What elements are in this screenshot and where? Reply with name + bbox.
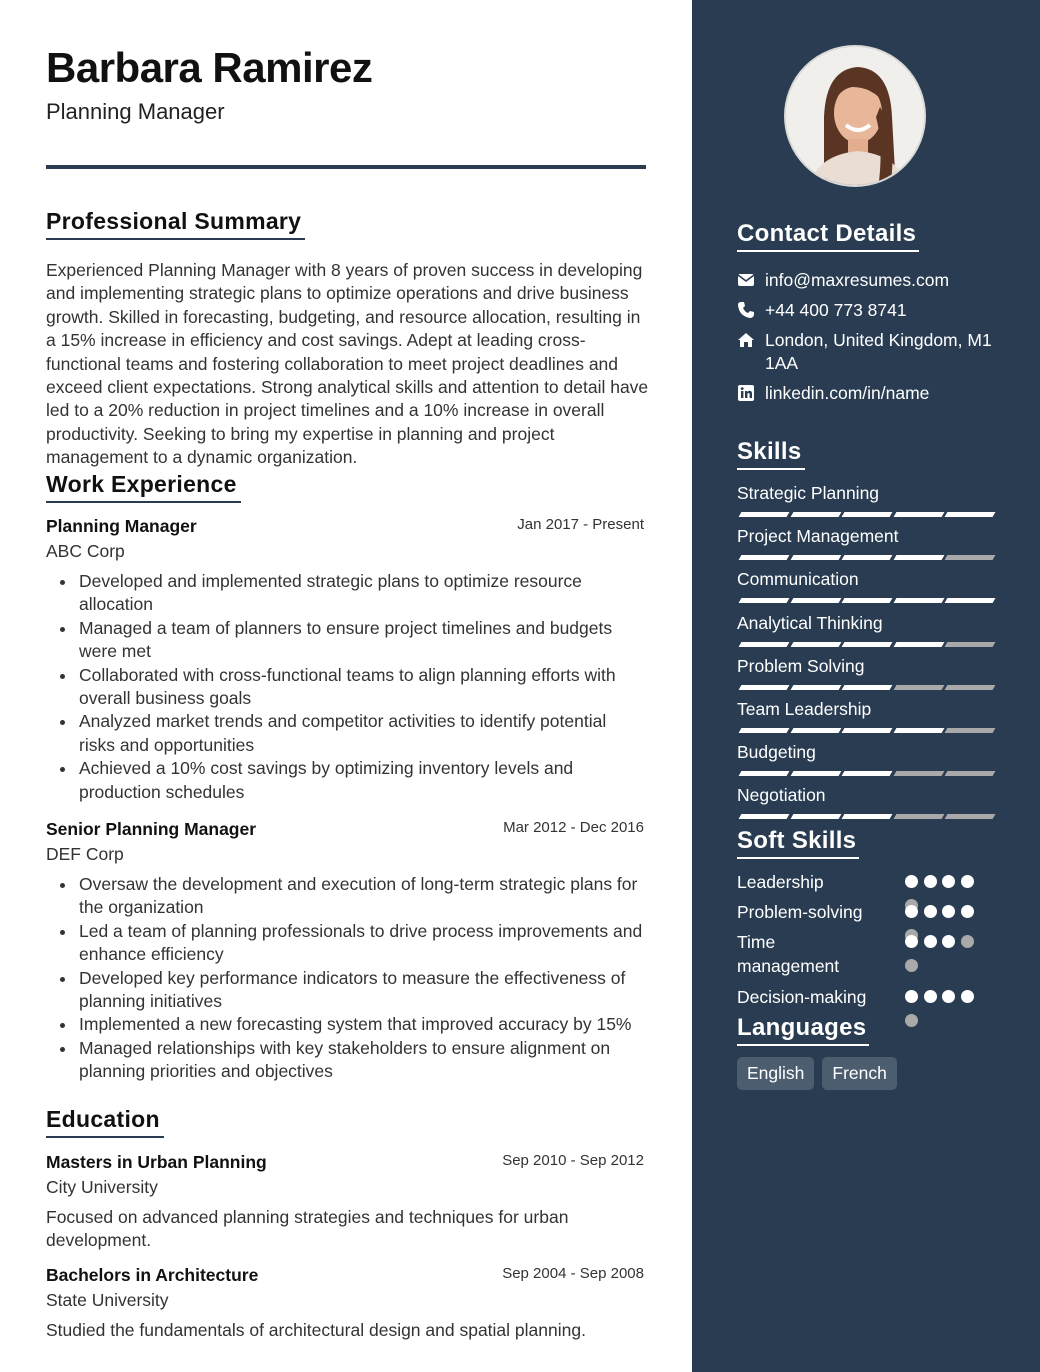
skill-segment-filled [790,555,841,560]
candidate-title: Planning Manager [46,99,225,124]
linkedin-icon [737,384,755,402]
skill-level-bar [737,685,995,691]
skill-segment-filled [739,598,790,603]
profile-photo [784,45,926,187]
education-dates: Sep 2004 - Sep 2008 [502,1265,644,1282]
bullet-item: Oversaw the development and execution of long-term strategic plans for the organization [46,873,646,920]
linkedin-text: linkedin.com/in/name [765,383,930,403]
skill-segment-filled [893,555,944,560]
skill-name: Problem Solving [737,655,865,676]
skill-segment-filled [893,512,944,517]
rating-dot-filled [942,905,955,918]
education-entry [46,1265,646,1342]
skill-name: Strategic Planning [737,483,880,503]
skill-level-bar [737,512,995,518]
skill-segment-filled [842,512,893,517]
skill-level-bar [737,728,995,734]
degree-title: Bachelors in Architecture [46,1265,259,1285]
skill-segment-filled [893,598,944,603]
skill-segment-filled [739,555,790,560]
soft-skill-name: Time management [737,932,840,976]
skill-segment-filled [790,512,841,517]
phone-text: +44 400 773 8741 [765,300,907,320]
bullet-item: Managed relationships with key stakeholders to ensure alignment on planning priorities and objectives [46,1037,646,1084]
bullet-item: Collaborated with cross-functional teams to align planning efforts with overall business goals [46,664,646,711]
rating-dot-filled [942,990,955,1003]
email-text: info@maxresumes.com [765,270,950,290]
rating-dot-filled [905,935,918,948]
education-entry [46,1152,646,1253]
school-name: City University [46,1177,158,1197]
skill-segment-filled [739,642,790,647]
skill-segment-empty [893,685,944,690]
soft-skills-heading: Soft Skills [737,827,859,859]
bullet-item: Analyzed market trends and competitor activities to identify potential risks and opportunities [46,710,646,757]
skill-name: Communication [737,569,859,590]
skill-segment-filled [739,814,790,819]
rating-dot-empty [905,1014,918,1027]
job-title: Senior Planning Manager [46,819,257,839]
education-heading: Education [46,1106,164,1138]
languages-list [737,1057,897,1090]
skill-segment-filled [945,598,996,603]
job-company: DEF Corp [46,844,124,864]
skill-segment-filled [842,814,893,819]
summary-heading: Professional Summary [46,208,305,240]
rating-dot-filled [961,875,974,888]
skill-name: Team Leadership [737,699,872,719]
skill-segment-filled [842,642,893,647]
skill-segment-empty [945,814,996,819]
rating-dot-filled [942,875,955,888]
rating-dot-filled [905,905,918,918]
skill-level-bar [737,555,995,561]
skill-segment-filled [945,512,996,517]
education-dates: Sep 2010 - Sep 2012 [502,1152,644,1169]
home-icon [737,331,755,349]
bullet-item: Developed and implemented strategic plans to optimize resource allocation [46,570,646,617]
bullet-item: Developed key performance indicators to measure the effectiveness of planning initiatives [46,967,646,1014]
job-entry [46,819,646,1084]
skill-segment-empty [945,728,996,733]
skill-segment-filled [790,642,841,647]
skill-segment-filled [893,642,944,647]
rating-dot-filled [924,935,937,948]
skill-segment-filled [739,685,790,690]
header-divider [46,165,646,169]
job-dates: Jan 2017 - Present [517,516,644,533]
soft-skill-name: Problem-solving [737,902,863,922]
bullet-item: Implemented a new forecasting system that improved accuracy by 15% [46,1013,646,1036]
rating-dot-empty [961,935,974,948]
bullet-item: Led a team of planning professionals to drive process improvements and enhance efficiency [46,920,646,967]
skill-segment-filled [790,685,841,690]
candidate-name: Barbara Ramirez [46,44,373,91]
rating-dot-filled [961,905,974,918]
languages-heading: Languages [737,1014,869,1046]
degree-title: Masters in Urban Planning [46,1152,267,1172]
skill-name: Budgeting [737,742,816,763]
contact-heading: Contact Details [737,220,919,252]
skills-heading: Skills [737,438,805,470]
skill-segment-filled [790,814,841,819]
education-description: Focused on advanced planning strategies and techniques for urban development. [46,1207,569,1251]
skill-segment-empty [945,642,996,647]
skill-segment-empty [893,771,944,776]
skill-name: Project Management [737,526,899,547]
education-description: Studied the fundamentals of architectural design and spatial planning. [46,1320,586,1340]
soft-skill-name: Leadership [737,872,824,892]
skill-segment-empty [945,555,996,560]
skill-segment-empty [893,814,944,819]
skill-name: Analytical Thinking [737,612,883,633]
skill-segment-filled [842,728,893,733]
rating-dot-filled [905,875,918,888]
phone-icon [737,301,755,319]
experience-heading: Work Experience [46,471,241,503]
envelope-icon [737,271,755,289]
skill-level-bar [737,642,995,648]
skill-segment-filled [790,771,841,776]
rating-dot-filled [961,990,974,1003]
summary-text: Experienced Planning Manager with 8 years of proven success in developing and implementing strategic plans to optimize operations and drive business growth. Skilled in forecasting, budgeting, and resource allocation, resulting in a 15% increase in efficiency and cost savings. Adept at leading cross-functional teams and fostering collaboration to meet project deadlines and exceed client expectations. Strong analytical skills and attention to detail have led to a 20% reduction in project timelines and a 10% increase in overall productivity. Seeking to bring my expertise in planning and project management to a dynamic organization. [46,260,649,468]
bullet-item: Achieved a 10% cost savings by optimizing inventory levels and production schedules [46,757,646,804]
rating-dot-filled [924,875,937,888]
job-company: ABC Corp [46,541,125,561]
job-entry [46,516,646,804]
rating-dot-filled [942,935,955,948]
rating-dot-filled [924,990,937,1003]
skill-level-bar [737,598,995,604]
skill-segment-filled [893,728,944,733]
job-title: Planning Manager [46,516,197,536]
skill-segment-filled [842,685,893,690]
skill-segment-filled [842,771,893,776]
bullet-item: Managed a team of planners to ensure project timelines and budgets were met [46,617,646,664]
skill-segment-filled [790,728,841,733]
address-text: London, United Kingdom, M1 1AA [765,330,992,373]
job-bullets [46,873,646,1084]
skill-segment-empty [945,771,996,776]
job-bullets [46,570,646,804]
language-chip: French [822,1057,896,1090]
skill-level-bar [737,814,995,820]
skill-segment-filled [739,728,790,733]
skill-segment-filled [842,555,893,560]
rating-dot-filled [924,905,937,918]
school-name: State University [46,1290,169,1310]
skill-name: Negotiation [737,785,826,806]
skill-segment-empty [945,685,996,690]
job-dates: Mar 2012 - Dec 2016 [503,819,644,836]
rating-dot-empty [905,959,918,972]
skill-level-bar [737,771,995,777]
skill-segment-filled [739,771,790,776]
skill-segment-filled [842,598,893,603]
rating-dot-filled [905,990,918,1003]
soft-skill-name: Decision-making [737,987,867,1007]
skill-segment-filled [739,512,790,517]
skill-segment-filled [790,598,841,603]
language-chip: English [737,1057,814,1090]
